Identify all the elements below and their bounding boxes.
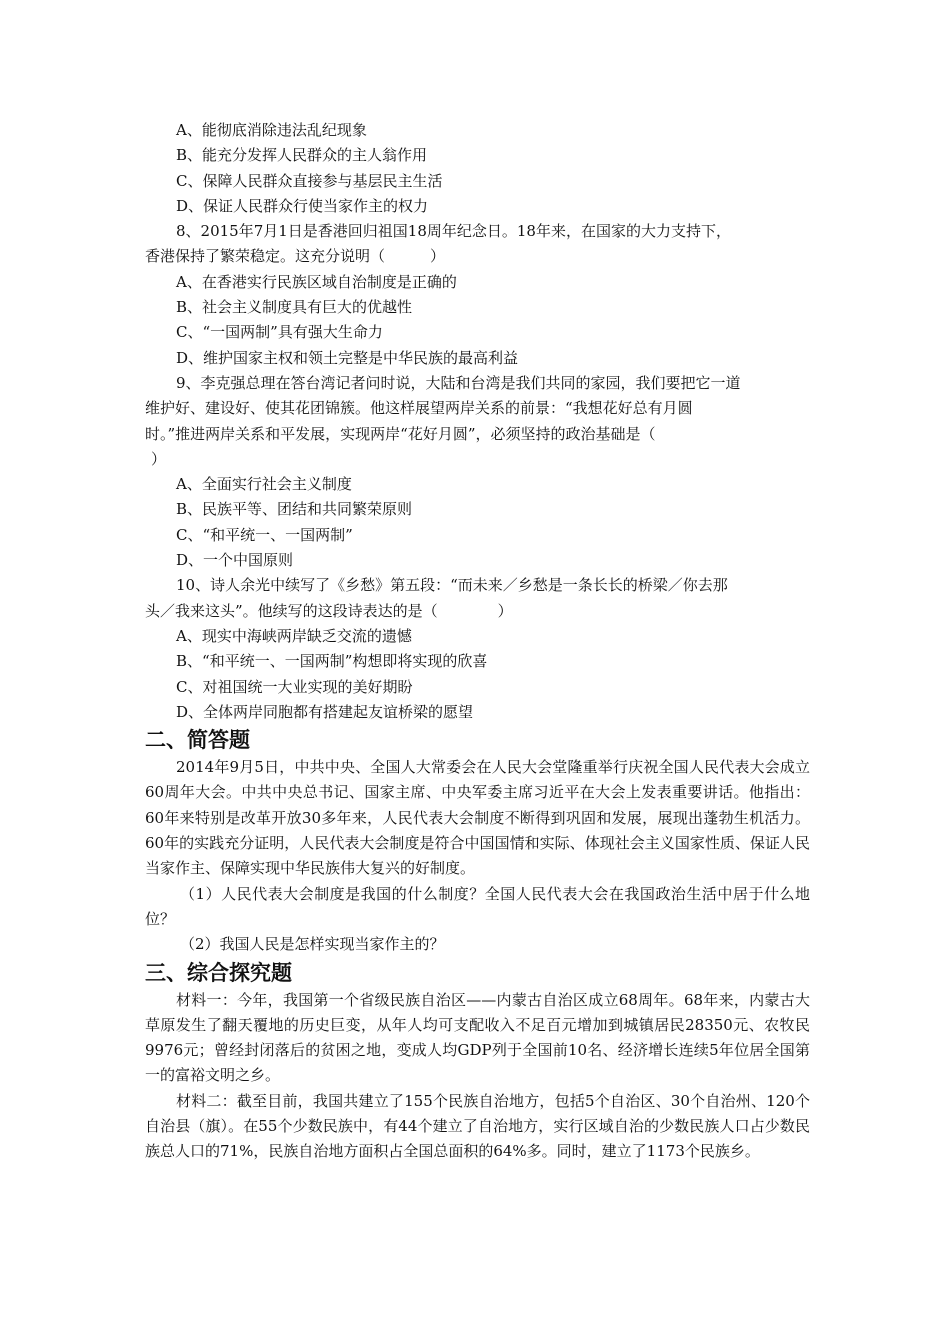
question-9 (145, 371, 810, 573)
section-2-question-2: （2）我国人民是怎样实现当家作主的？ (180, 935, 445, 954)
q10-option-b: B、“和平统一、一国两制”构想即将实现的欣喜 (176, 652, 488, 671)
q9-option-c: C、“和平统一、一国两制” (176, 525, 353, 544)
q10-option-d: D、全体两岸同胞都有搭建起友谊桥梁的愿望 (176, 702, 474, 721)
q9-option-a: A、全面实行社会主义制度 (176, 475, 352, 494)
q8-stem-line-2: 香港保持了繁荣稳定。这充分说明（ ） (145, 247, 446, 266)
section-2-paragraph: 2014年9月5日，中共中央、全国人大常委会在人民大会堂隆重举行庆祝全国人民代表大会成立60周年大会。中共中央总书记、国家主席、中央军委主席习近平在大会上发表重要讲话。他指出：60年来特别是改革开放30多年来，人民代表大会制度不断得到巩固和发展，展现出蓬勃生机活力。60年的实践充分证明，人民代表大会制度是符合中国国情和实际、体现社会主义国家性质、保证人民当家作主、保障实现中华民族伟大复兴的好制度。 (145, 758, 810, 878)
section-2-heading: 二、简答题 (145, 728, 250, 753)
q10-option-a: A、现实中海峡两岸缺乏交流的遗憾 (176, 626, 412, 645)
q8-option-a: A、在香港实行民族区域自治制度是正确的 (176, 272, 457, 291)
q8-option-d: D、维护国家主权和领土完整是中华民族的最高利益 (176, 348, 519, 367)
section-3-material-1: 材料一：今年，我国第一个省级民族自治区——内蒙古自治区成立68周年。68年来，内蒙古大草原发生了翻天覆地的历史巨变，从年人均可支配收入不足百元增加到城镇居民28350元、农牧民9976元；曾经封闭落后的贫困之地，变成人均GDP列于全国前10名、经济增长连续5年位居全国第一的富裕文明之乡。 (145, 990, 810, 1085)
q7-option-d: D、保证人民群众行使当家作主的权力 (176, 196, 429, 215)
q8-option-b: B、社会主义制度具有巨大的优越性 (176, 298, 413, 317)
question-7-options (145, 118, 810, 219)
document-content (145, 118, 810, 1165)
q8-option-c: C、“一国两制”具有强大生命力 (176, 323, 383, 342)
question-10 (145, 573, 810, 725)
section-comprehensive-inquiry (145, 958, 810, 1165)
q10-stem-line-2: 头／我来这头”。他续写的这段诗表达的是（ ） (145, 601, 513, 620)
section-3-heading: 三、综合探究题 (145, 960, 292, 985)
q10-stem-line-1: 10、诗人余光中续写了《乡愁》第五段：“而未来／乡愁是一条长长的桥梁／你去那 (176, 576, 728, 595)
q9-stem-line-3: 时。”推进两岸关系和平发展，实现两岸“花好月圆”，必须坚持的政治基础是（ (145, 424, 656, 443)
q8-stem-line-1: 8、2015年7月1日是香港回归祖国18周年纪念日。18年来，在国家的大力支持下， (176, 222, 731, 241)
q9-stem-line-4: ） (151, 449, 167, 468)
section-short-answer (145, 725, 810, 957)
q9-option-b: B、民族平等、团结和共同繁荣原则 (176, 500, 413, 519)
q9-stem-line-1: 9、李克强总理在答台湾记者问时说，大陆和台湾是我们共同的家园，我们要把它一道 (176, 373, 741, 392)
q7-option-b: B、能充分发挥人民群众的主人翁作用 (176, 146, 428, 165)
q10-option-c: C、对祖国统一大业实现的美好期盼 (176, 677, 413, 696)
q7-option-c: C、保障人民群众直接参与基层民主生活 (176, 171, 443, 190)
q7-option-a: A、能彻底消除违法乱纪现象 (176, 121, 367, 139)
section-2-question-1: （1）人民代表大会制度是我国的什么制度？全国人民代表大会在我国政治生活中居于什么地位？ (145, 884, 810, 928)
section-3-material-2: 材料二：截至目前，我国共建立了155个民族自治地方，包括5个自治区、30个自治州、120个自治县（旗）。在55个少数民族中，有44个建立了自治地方，实行区域自治的少数民族人口占少数民族总人口的71%，民族自治地方面积占全国总面积的64%多。同时，建立了1173个民族乡。 (145, 1091, 810, 1161)
question-8 (145, 219, 810, 371)
q9-stem-line-2: 维护好、建设好、使其花团锦簇。他这样展望两岸关系的前景：“我想花好总有月圆 (145, 399, 693, 418)
q9-option-d: D、一个中国原则 (176, 551, 294, 570)
